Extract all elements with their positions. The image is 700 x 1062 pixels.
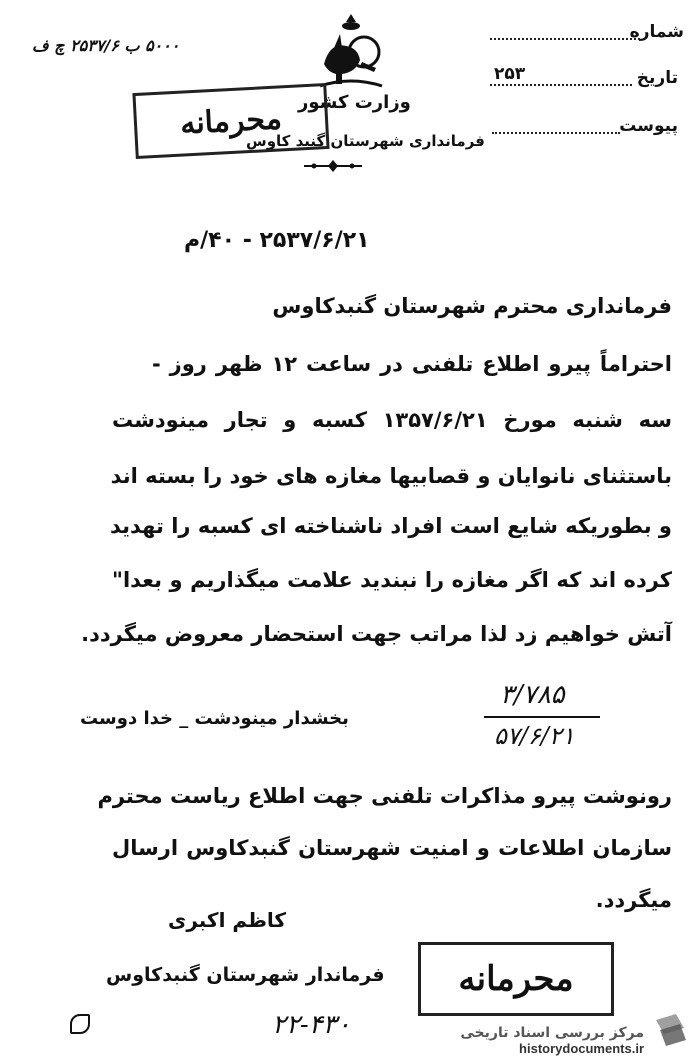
stamp-top-text: محرمانه [179,100,283,142]
number-field [490,38,640,40]
date-field [490,84,632,86]
confidential-stamp-top [132,83,329,159]
ministry-name: وزارت کشور [298,92,411,113]
handwritten-scribble [70,1014,90,1034]
handwritten-date: ۵۷/۶/۲۱ [494,722,575,750]
body-line: سه شنبه مورخ ۱۳۵۷/۶/۲۱ کسبه و تجار مینودشت [112,408,672,432]
office-name: فرمانداری شهرستان گنبد کاوس [246,132,485,150]
signatory-title: فرماندار شهرستان گنبدکاوس [106,964,385,986]
body-line: و بطوریکه شایع است افراد ناشناخته ای کسبه را تهدید [110,514,672,538]
confidential-stamp-bottom [418,942,614,1016]
copy-line: رونوشت پیرو مذاکرات تلفنی جهت اطلاع ریاست محترم [97,784,672,808]
attachment-label: پیوست [619,116,678,136]
stamp-bottom-text: محرمانه [458,959,574,999]
date-value: ۲۵۳ [494,64,526,84]
date-label: تاریخ [636,68,678,88]
body-line: باستثنای نانوایان و قصابیها مغازه های خود را بسته اند [110,464,672,488]
attachment-field [492,132,620,134]
copy-line: سازمان اطلاعات و امنیت شهرستان گنبدکاوس ارسال [112,836,672,860]
reference-line: ۲۵۳۷/۶/۲۱ - ۴۰/م [184,228,370,253]
cc-recipient: بخشدار مینودشت _ خدا دوست [80,708,349,729]
lion-sun-emblem-icon [316,12,386,90]
body-line: احتراماً پیرو اطلاع تلفنی در ساعت ۱۲ ظهر روز - [152,352,672,376]
fraction-line [484,716,600,718]
addressee: فرمانداری محترم شهرستان گنبدکاوس [272,294,672,318]
bottom-handwritten-number: ۲۲-۴۳۰ [272,1010,351,1040]
ornament-divider-icon [300,158,366,174]
watermark-url: historydocuments.ir [519,1041,644,1056]
signatory-name: کاظم اکبری [168,908,287,932]
handwritten-number: ۳/۷۸۵ [500,680,565,710]
body-line: کرده اند که اگر مغازه را نبندید علامت میگذاریم و بعدا" [112,568,672,592]
watermark [460,1025,690,1056]
form-code: ۵۰۰۰ ب ۲۵۳۷/۶ چ ف [32,36,180,55]
copy-line: میگردد. [595,888,672,912]
body-line: آتش خواهیم زد لذا مراتب جهت استحضار معروض میگردد. [81,622,672,646]
number-label: شماره [629,22,684,42]
watermark-name: مرکز بررسی اسناد تاریخی [460,1025,644,1041]
archive-logo-icon [650,1010,690,1050]
